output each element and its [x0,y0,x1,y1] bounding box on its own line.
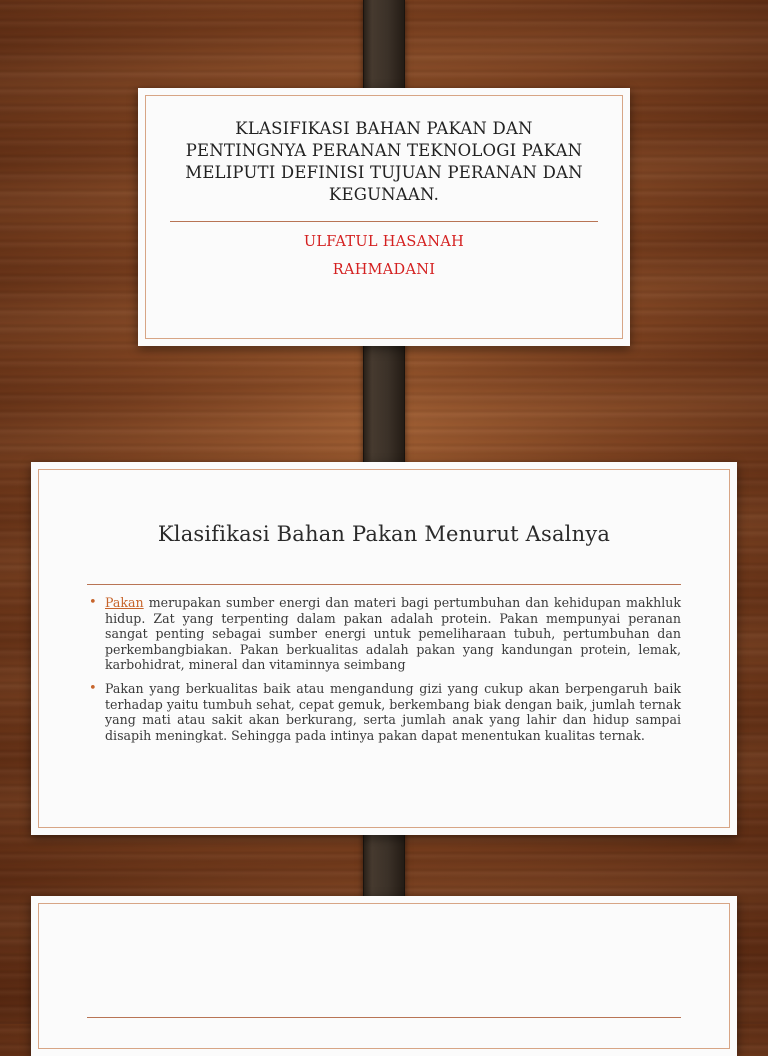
slide-frame [38,903,730,1049]
bullet-list [87,595,681,751]
bullet-text: Pakan yang berkualitas baik atau mengandung gizi yang cukup akan berpengaruh baik terhadap yaitu tumbuh sehat, cepat gemuk, berkembang biak dengan baik, jumlah ternak yang mati atau sakit akan berkurang, serta jumlah anak yang lahir dan hidup sampai disapih meningkat. Sehingga pada intinya pakan dapat menentukan kualitas ternak. [105,680,681,743]
slide-heading: Klasifikasi Bahan Pakan Menurut Asalnya [157,522,611,546]
bullet-icon: • [89,680,97,696]
bullet-text: merupakan sumber energi dan materi bagi pertumbuhan dan kehidupan makhluk hidup. Zat yang terpenting dalam pakan adalah protein. Pakan mempunyai peranan sangat penting sebagai sumber energi untuk pemeliharaan tubuh, pertumbuhan dan perkembangbiakan. Pakan berkualitas adalah pakan yang kandungan protein, lemak, karbohidrat, mineral dan vitaminnya seimbang [105,595,681,673]
list-item [87,681,681,743]
slide-divider [87,1017,681,1018]
author-name: ULFATUL HASANAH [303,234,465,250]
author-name: RAHMADANI [332,262,436,278]
pakan-link[interactable]: Pakan [105,595,144,610]
title-slide[interactable] [138,88,630,346]
content-slide[interactable] [31,462,737,835]
heading-divider [87,584,681,585]
next-slide[interactable] [31,896,737,1056]
list-item [87,595,681,673]
bullet-icon: • [89,595,97,610]
hanging-strap-middle [363,330,405,480]
presentation-title: KLASIFIKASI BAHAN PAKAN DAN PENTINGNYA PERANAN TEKNOLOGI PAKAN MELIPUTI DEFINISI TUJUAN PERANAN DAN KEGUNAAN. [185,119,583,204]
title-divider [170,221,598,222]
